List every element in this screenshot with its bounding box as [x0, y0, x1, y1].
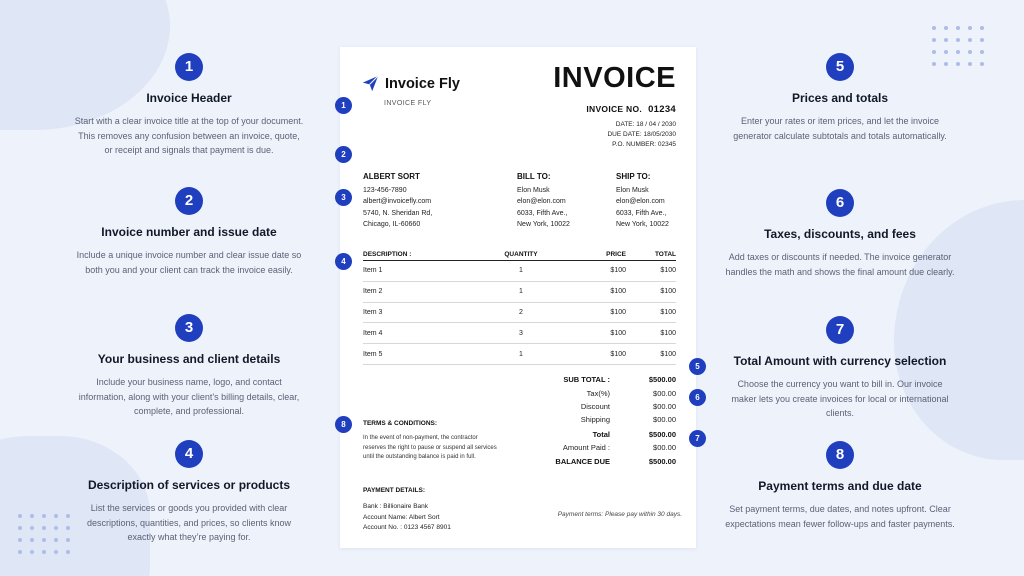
- marker-badge: 4: [335, 253, 352, 270]
- marker-badge: 7: [689, 430, 706, 447]
- item-total: $100: [660, 288, 676, 296]
- dot: [18, 538, 22, 542]
- from-phone: 123-456-7890: [363, 186, 407, 194]
- feature-payment-terms: [725, 441, 955, 531]
- payment-account-name: Account Name: Albert Sort: [363, 513, 440, 521]
- subtotal-row: [538, 375, 676, 384]
- payment-heading: PAYMENT DETAILS:: [363, 487, 425, 494]
- balance-due-row: [538, 457, 676, 466]
- ship-to-address-1: 6033, Fifth Ave.,: [616, 209, 667, 217]
- table-row: [363, 303, 676, 324]
- feature-number: 5: [826, 53, 854, 81]
- feature-total-currency: [725, 316, 955, 421]
- from-address-2: Chicago, IL-60660: [363, 221, 421, 228]
- item-quantity: 3: [519, 329, 523, 337]
- bill-to-name: Elon Musk: [517, 186, 550, 194]
- amount-paid-row: [538, 443, 676, 452]
- brand-subtitle: INVOICE FLY: [384, 100, 432, 107]
- feature-title: Prices and totals: [791, 91, 889, 105]
- from-name: ALBERT SORT: [363, 172, 420, 181]
- feature-number: 8: [826, 441, 854, 469]
- item-total: $100: [660, 267, 676, 275]
- dot: [956, 26, 960, 30]
- dot: [956, 62, 960, 66]
- feature-title: Taxes, discounts, and fees: [764, 227, 916, 241]
- items-table: [363, 249, 676, 365]
- tax-row: [538, 389, 676, 398]
- dot: [66, 526, 70, 530]
- column-description: DESCRIPTION :: [363, 251, 412, 258]
- ship-to-label: SHIP TO:: [616, 172, 651, 181]
- dot: [42, 514, 46, 518]
- dot: [968, 38, 972, 42]
- dot: [54, 526, 58, 530]
- feature-invoice-number: [74, 187, 304, 277]
- marker-badge: 5: [689, 358, 706, 375]
- feature-number: 4: [175, 440, 203, 468]
- shipping-value: $00.00: [653, 415, 676, 424]
- marker-badge: 2: [335, 146, 352, 163]
- column-price: PRICE: [606, 251, 626, 258]
- table-row: [363, 323, 676, 344]
- dot: [54, 514, 58, 518]
- item-description: Item 5: [363, 350, 383, 358]
- item-description: Item 2: [363, 288, 383, 296]
- invoice-number-line: [586, 104, 676, 115]
- invoice-document: [340, 47, 696, 548]
- shipping-row: [538, 415, 676, 424]
- dot: [980, 26, 984, 30]
- item-total: $100: [660, 329, 676, 337]
- dot: [66, 550, 70, 554]
- payment-details: [363, 502, 451, 534]
- dot: [932, 38, 936, 42]
- invoice-number: 01234: [648, 104, 676, 115]
- tax-label: Tax(%): [586, 389, 610, 398]
- feature-invoice-header: [74, 53, 304, 158]
- dot: [968, 50, 972, 54]
- table-row: [363, 282, 676, 303]
- dot: [980, 62, 984, 66]
- bill-to-details: [517, 171, 570, 231]
- dot: [30, 526, 34, 530]
- discount-value: $00.00: [653, 402, 676, 411]
- item-quantity: 1: [519, 350, 523, 358]
- invoice-number-label: INVOICE NO.: [586, 104, 643, 114]
- dot: [932, 26, 936, 30]
- feature-business-details: [74, 314, 304, 419]
- feature-number: 2: [175, 187, 203, 215]
- invoice-logo: [362, 75, 460, 92]
- bill-to-address-1: 6033, Fifth Ave.,: [517, 209, 568, 217]
- feature-description: Set payment terms, due dates, and notes upfront. Clear expectations mean fewer follow-ups and faster payments.: [725, 504, 955, 529]
- dot: [980, 50, 984, 54]
- invoice-due-date: DUE DATE: 18/05/2030: [607, 131, 676, 138]
- dot: [956, 50, 960, 54]
- invoice-po-number: P.O. NUMBER: 02345: [612, 141, 676, 148]
- item-total: $100: [660, 350, 676, 358]
- feature-number: 1: [175, 53, 203, 81]
- subtotal-value: $500.00: [648, 375, 676, 384]
- dot: [42, 538, 46, 542]
- from-address-1: 5740, N. Sheridan Rd,: [363, 209, 433, 217]
- table-header: [363, 249, 676, 261]
- feature-prices-totals: [725, 53, 955, 143]
- dot: [980, 38, 984, 42]
- dot: [956, 38, 960, 42]
- brand-name: Invoice Fly: [385, 75, 460, 92]
- feature-title: Payment terms and due date: [758, 479, 922, 493]
- feature-description: List the services or goods you provided with clear descriptions, quantities, and prices, so clients know exactly what they’re paying for.: [86, 503, 292, 542]
- bill-to-email: elon@elon.com: [517, 198, 566, 205]
- dot: [54, 550, 58, 554]
- feature-title: Invoice Header: [146, 91, 232, 105]
- dot: [968, 26, 972, 30]
- payment-account-number: Account No. : 0123 4567 8901: [363, 524, 451, 531]
- feature-description: Add taxes or discounts if needed. The invoice generator handles the math and shows the final amount due clearly.: [725, 252, 955, 277]
- feature-number: 3: [175, 314, 203, 342]
- feature-description: Start with a clear invoice title at the top of your document. This removes any confusion between an invoice, quote, or receipt and signals that payment is due.: [74, 116, 304, 155]
- total-value: $500.00: [648, 430, 676, 439]
- feature-number: 7: [826, 316, 854, 344]
- feature-title: Description of services or products: [87, 478, 291, 492]
- tax-value: $00.00: [653, 389, 676, 398]
- item-description: Item 3: [363, 308, 383, 316]
- item-price: $100: [610, 350, 626, 358]
- dot: [968, 62, 972, 66]
- dot: [66, 514, 70, 518]
- balance-due-label: BALANCE DUE: [555, 457, 610, 466]
- discount-row: [538, 402, 676, 411]
- item-description: Item 4: [363, 329, 383, 337]
- feature-description: Include your business name, logo, and contact information, along with your client’s billing details, clear, complete, and professional.: [78, 377, 300, 416]
- feature-description: Include a unique invoice number and clear issue date so both you and your client can track the invoice easily.: [76, 250, 302, 275]
- table-row: [363, 344, 676, 365]
- item-quantity: 2: [519, 308, 523, 316]
- dot-pattern: [18, 514, 70, 554]
- dot: [18, 550, 22, 554]
- shipping-label: Shipping: [580, 415, 610, 424]
- dot: [18, 514, 22, 518]
- amount-paid-value: $00.00: [653, 443, 676, 452]
- dot: [66, 538, 70, 542]
- feature-description-services: [74, 440, 304, 545]
- item-description: Item 1: [363, 267, 383, 275]
- total-label: Total: [592, 430, 610, 439]
- dot: [944, 38, 948, 42]
- feature-description: Choose the currency you want to bill in. Our invoice maker lets you create invoices for local or international clients.: [731, 379, 949, 418]
- dot: [30, 514, 34, 518]
- payment-bank: Bank : Billionaire Bank: [363, 503, 429, 510]
- feature-title: Total Amount with currency selection: [733, 354, 947, 368]
- total-row: [538, 430, 676, 439]
- item-quantity: 1: [519, 288, 523, 296]
- bill-to-label: BILL TO:: [517, 172, 551, 181]
- dot: [54, 538, 58, 542]
- bill-to-address-2: New York, 10022: [517, 221, 570, 228]
- item-total: $100: [660, 308, 676, 316]
- table-row: [363, 261, 676, 282]
- column-quantity: QUANTITY: [504, 251, 538, 258]
- feature-number: 6: [826, 189, 854, 217]
- item-price: $100: [610, 288, 626, 296]
- marker-badge: 3: [335, 189, 352, 206]
- feature-title: Invoice number and issue date: [101, 225, 277, 239]
- discount-label: Discount: [580, 402, 610, 411]
- item-price: $100: [610, 308, 626, 316]
- amount-paid-label: Amount Paid :: [562, 443, 610, 452]
- dot: [30, 550, 34, 554]
- balance-due-value: $500.00: [648, 457, 676, 466]
- feature-title: Your business and client details: [97, 352, 281, 366]
- from-email: albert@invoicefly.com: [363, 198, 432, 205]
- terms-text: In the event of non-payment, the contractor reserves the right to pause or suspend all services until the outstanding balance is paid in full.: [363, 435, 497, 460]
- dot: [944, 26, 948, 30]
- item-price: $100: [610, 329, 626, 337]
- from-details: [363, 171, 432, 231]
- marker-badge: 6: [689, 389, 706, 406]
- ship-to-email: elon@elon.com: [616, 198, 665, 205]
- ship-to-name: Elon Musk: [616, 186, 649, 194]
- subtotal-label: SUB TOTAL :: [563, 375, 610, 384]
- dot: [42, 526, 46, 530]
- dot: [30, 538, 34, 542]
- feature-description: Enter your rates or item prices, and let the invoice generator calculate subtotals and totals automatically.: [733, 116, 947, 141]
- ship-to-address-2: New York, 10022: [616, 221, 669, 228]
- invoice-date: DATE: 18 / 04 / 2030: [615, 121, 676, 128]
- dot: [42, 550, 46, 554]
- marker-badge: 1: [335, 97, 352, 114]
- invoice-title: INVOICE: [553, 62, 676, 94]
- terms-heading: TERMS & CONDITIONS:: [363, 420, 438, 427]
- ship-to-details: [616, 171, 669, 231]
- payment-terms-note: Payment terms: Please pay within 30 days.: [557, 511, 682, 518]
- paper-plane-icon: [362, 75, 379, 92]
- feature-taxes-discounts: [725, 189, 955, 279]
- item-price: $100: [610, 267, 626, 275]
- column-total: TOTAL: [654, 251, 676, 258]
- dot: [18, 526, 22, 530]
- item-quantity: 1: [519, 267, 523, 275]
- marker-badge: 8: [335, 416, 352, 433]
